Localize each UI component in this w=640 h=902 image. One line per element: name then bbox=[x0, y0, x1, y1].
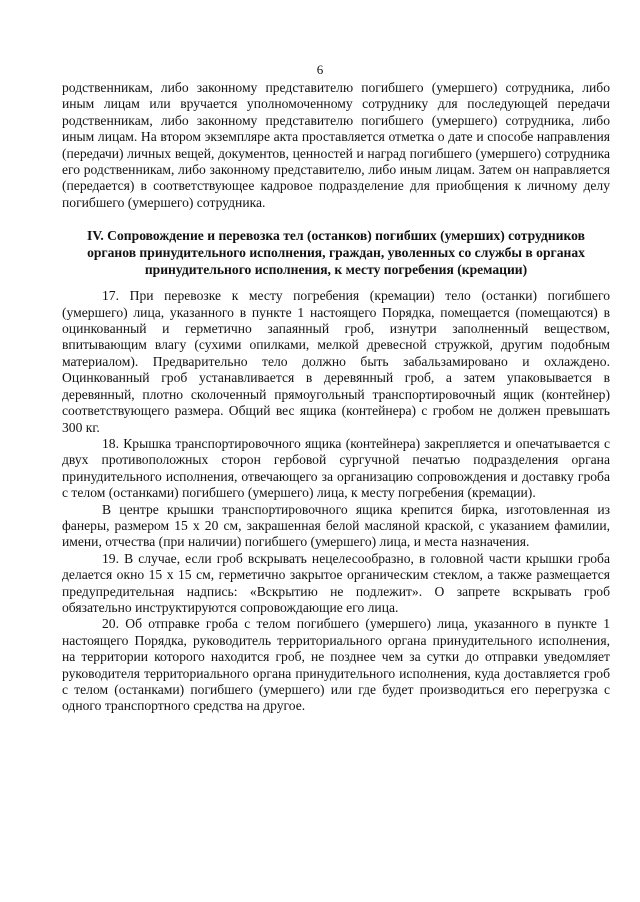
paragraph-18: 18. Крышка транспортировочного ящика (контейнера) закрепляется и опечатывается с двух противоположных сторон гербовой сургучной печатью подразделения органа принудительного исполнения, отвечающего за организацию сопровождения и доставку гроба с телом (останками) погибшего (умершего) лица, к месту погребения (кремации). bbox=[62, 435, 610, 501]
section-title: IV. Сопровождение и перевозка тел (останков) погибших (умерших) сотрудников органов принудительного исполнения, граждан, уволенных со службы в органах принудительного исполнения, к месту погребения (кремации) bbox=[87, 228, 585, 278]
paragraph-18-tag: В центре крышки транспортировочного ящика крепится бирка, изготовленная из фанеры, размером 15 x 20 см, закрашенная белой масляной краской, с указанием фамилии, имени, отчества (при наличии) погибшего (умершего) лица, и места назначения. bbox=[62, 501, 610, 550]
paragraph-20: 20. Об отправке гроба с телом погибшего (умершего) лица, указанного в пункте 1 настоящего Порядка, руководитель территориального органа принудительного исполнения, на территории которого находится гроб, не позднее чем за сутки до отправки уведомляет руководителя территориального органа принудительного исполнения, куда доставляется гроб с телом (останками) погибшего (умершего) или где будет производиться его перегрузка с одного транспортного средства на другое. bbox=[62, 616, 610, 714]
paragraph-17: 17. При перевозке к месту погребения (кремации) тело (останки) погибшего (умершего) лица, указанного в пункте 1 настоящего Порядка, помещается (помещаются) в оцинкованный и герметично запаянный гроб, изнутри заполненный веществом, впитывающим влагу (сухими опилками, мелкой древесной стружкой, другим подобным материалом). Предварительно тело должно быть забальзамировано и охлаждено. Оцинкованный гроб устанавливается в деревянный гроб, а затем упаковывается в деревянный, плотно сколоченный прямоугольный транспортировочный ящик (контейнер) соответствующего размера. Общий вес ящика (контейнера) с гробом не должен превышать 300 кг. bbox=[62, 288, 610, 435]
paragraph-continuation: родственникам, либо законному представителю погибшего (умершего) сотрудника, либо иным лицам или вручается уполномоченному сотруднику для последующей передачи родственникам, либо законному представителю погибшего (умершего) сотрудника, либо иным лицам. На втором экземпляре акта проставляется отметка о дате и способе направления (передачи) личных вещей, документов, ценностей и наград погибшего (умершего) сотрудника его родственникам, либо законному представителю, либо иным лицам. Затем он направляется (передается) в соответствующее кадровое подразделение для приобщения к личному делу погибшего (умершего) сотрудника. bbox=[62, 80, 610, 210]
page-number: 6 bbox=[316, 62, 324, 77]
paragraph-19: 19. В случае, если гроб вскрывать нецелесообразно, в головной части крышки гроба делается окно 15 x 15 см, герметично закрытое органическим стеклом, а также размещается предупредительная надпись: «Вскрытию не подлежит». О запрете вскрывать гроб обязательно инструктируются сопровождающие его лица. bbox=[62, 550, 610, 615]
document-body bbox=[62, 80, 610, 715]
